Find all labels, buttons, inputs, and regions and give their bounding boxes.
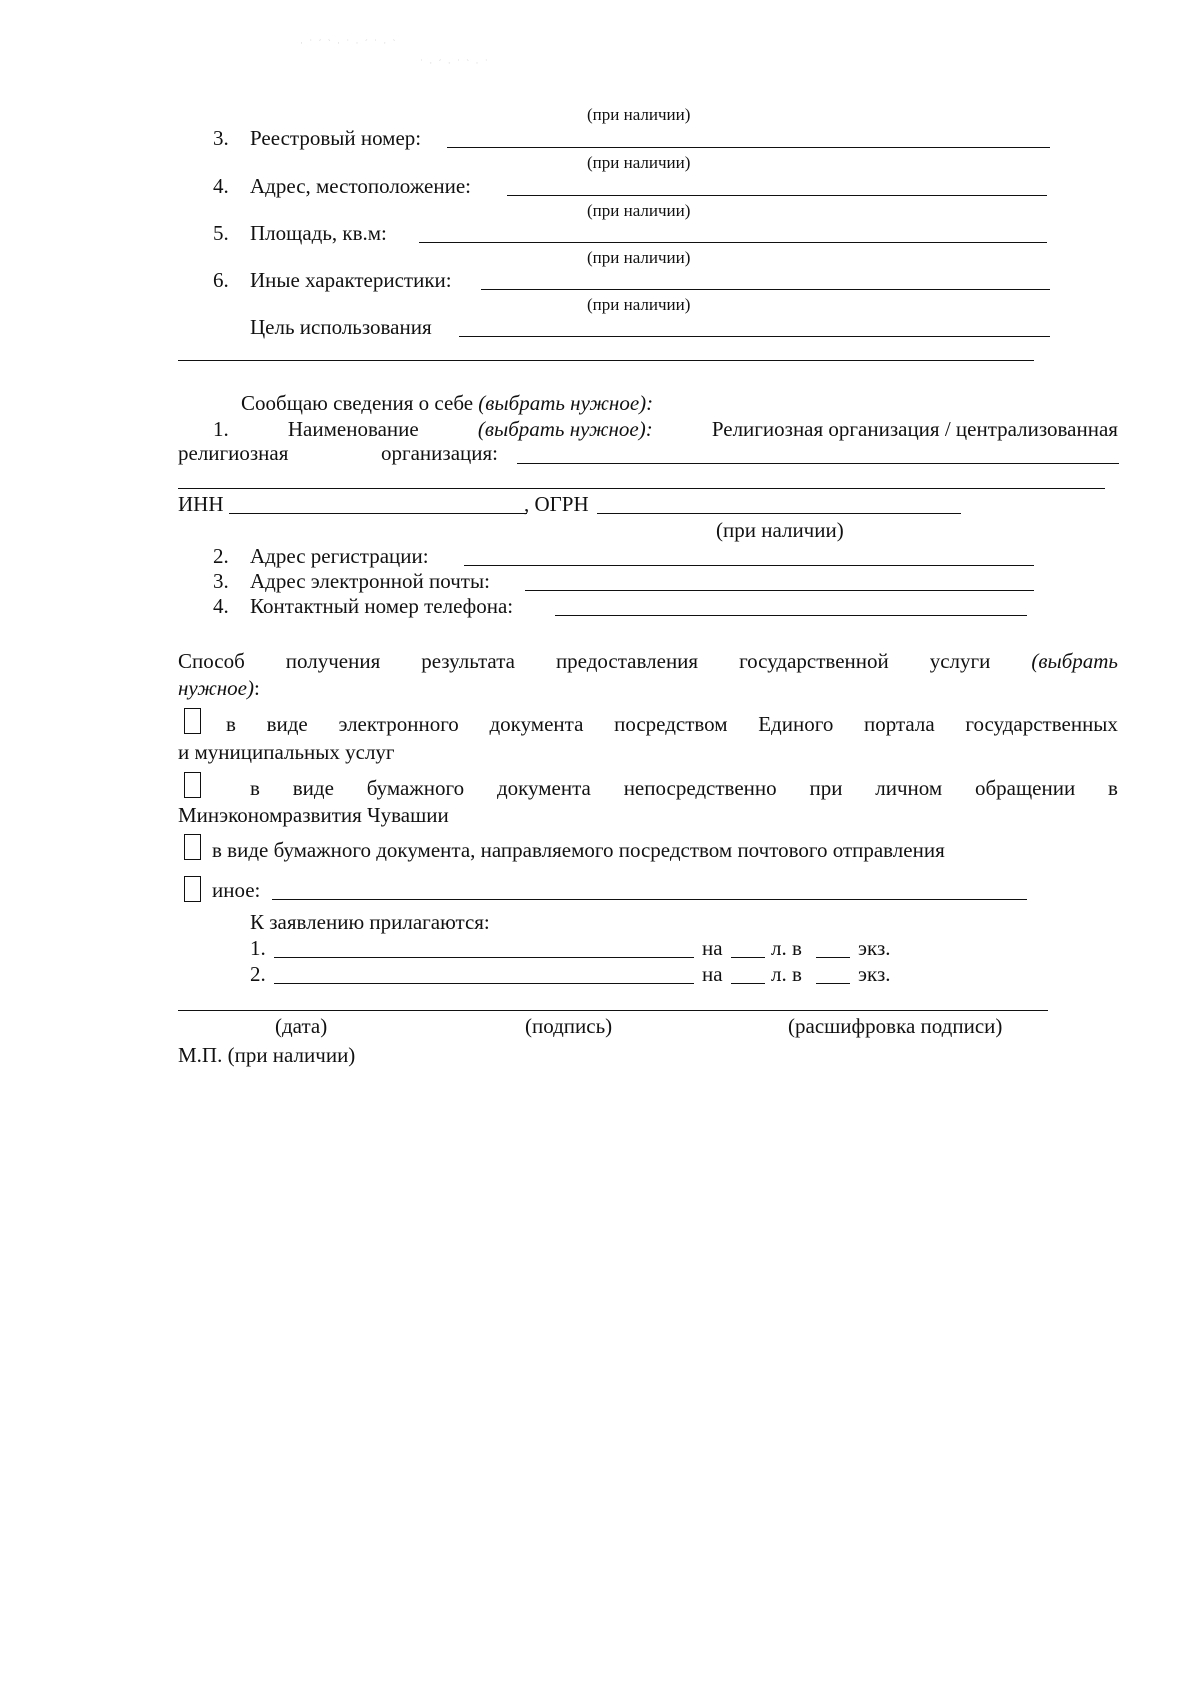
attachment-ekz: экз. [858,962,891,986]
field-number: 4. [213,594,229,618]
word: Единого [758,712,834,736]
ogrn-label: , ОГРН [524,492,589,516]
choose-hint: (выбрать нужное): [477,417,653,441]
option-paper-in-person-line-2: Минэкономразвития Чувашии [178,803,449,827]
checkbox-other[interactable] [184,876,201,902]
word: портала [864,712,935,736]
word: электронного [338,712,459,736]
name-line-1 [213,419,1118,440]
ogrn-note: (при наличии) [716,518,844,542]
word: государственных [965,712,1118,736]
word: в [1108,776,1118,800]
attachment-ekz: экз. [858,936,891,960]
organization-name-continuation-line[interactable] [178,488,1105,489]
field-label-name: Наименование [287,417,419,441]
signature-line[interactable] [178,1010,1048,1011]
field-label-area: Площадь, кв.м: [250,221,387,245]
attachment-number: 1. [250,936,266,960]
option-electronic-line-2: и муниципальных услуг [178,740,395,764]
inn-label: ИНН [178,492,224,516]
word: документа [496,776,591,800]
purpose-input-line[interactable] [459,336,1050,337]
attachment-2-copies-line[interactable] [816,983,850,984]
word: посредством [614,712,728,736]
note-pri-nalichii: (при наличии) [587,153,691,172]
name-line-2-start: религиозная [178,441,289,465]
option-paper-by-mail: в виде бумажного документа, направляемого посредством почтового отправления [212,838,945,862]
inn-input-line[interactable] [229,513,527,514]
option-electronic-line-1 [226,714,1118,735]
attachment-1-name-line[interactable] [274,957,694,958]
word: непосредственно [623,776,777,800]
field-number: 3. [213,569,229,593]
signature-date-caption: (дата) [275,1014,328,1038]
organization-name-input-line[interactable] [517,463,1119,464]
field-label-other-characteristics: Иные характеристики: [250,268,452,292]
field-label-address-location: Адрес, местоположение: [250,174,471,198]
field-label-purpose: Цель использования [250,315,432,339]
word: виде [292,776,334,800]
attachment-na: на [702,962,723,986]
other-characteristics-input-line[interactable] [481,289,1050,290]
note-pri-nalichii: (при наличии) [587,105,691,124]
field-number: 2. [213,544,229,568]
signature-sign-caption: (подпись) [525,1014,613,1038]
attachment-number: 2. [250,962,266,986]
word: документа [489,712,584,736]
note-pri-nalichii: (при наличии) [587,248,691,267]
word: личном [875,776,943,800]
checkbox-electronic-portal[interactable] [184,708,201,734]
field-number: 6. [213,268,229,292]
word: бумажного [366,776,465,800]
attachments-heading: К заявлению прилагаются: [250,910,490,934]
attachment-l-v: л. в [771,962,802,986]
name-line-2-label: организация: [381,441,498,465]
area-input-line[interactable] [419,242,1047,243]
field-number: 4. [213,174,229,198]
field-label-registration-address: Адрес регистрации: [250,544,429,568]
word: в [226,712,236,736]
attachment-1-copies-line[interactable] [816,957,850,958]
attachment-2-sheets-line[interactable] [731,983,765,984]
registry-number-input-line[interactable] [447,147,1050,148]
attachment-1-sheets-line[interactable] [731,957,765,958]
other-input-line[interactable] [272,899,1027,900]
registration-address-input-line[interactable] [464,565,1034,566]
self-info-heading: Сообщаю сведения о себе (выбрать нужное): [241,391,654,415]
purpose-continuation-line[interactable] [178,360,1034,361]
attachment-2-name-line[interactable] [274,983,694,984]
delivery-heading-line-1: Способ получения результата предоставления государственной услуги (выбрать [178,649,1118,673]
delivery-heading-line-2: нужное): [178,676,260,700]
field-number: 3. [213,126,229,150]
attachment-l-v: л. в [771,936,802,960]
name-options: Религиозная организация / централизованная [711,417,1118,441]
attachment-na: на [702,936,723,960]
phone-input-line[interactable] [555,615,1027,616]
email-input-line[interactable] [525,590,1034,591]
note-pri-nalichii: (при наличии) [587,201,691,220]
field-label-phone: Контактный номер телефона: [250,594,514,618]
field-number: 1. [213,417,229,441]
field-label-email: Адрес электронной почты: [250,569,490,593]
scan-noise: ˙ · ´ · ˙ ` · ˙ [420,58,490,68]
field-label-registry-number: Реестровый номер: [250,126,422,150]
ogrn-input-line[interactable] [597,513,961,514]
stamp-note: М.П. (при наличии) [178,1043,356,1067]
checkbox-paper-in-person[interactable] [184,772,201,798]
scan-noise: · ˙ ´ ` · ˙ · ´ ˙ · ` [300,38,398,48]
option-other-label: иное: [212,878,261,902]
option-paper-in-person-line-1 [250,778,1118,799]
word: обращении [975,776,1076,800]
word: в [250,776,260,800]
word: виде [266,712,308,736]
note-pri-nalichii: (при наличии) [587,295,691,314]
checkbox-paper-by-mail[interactable] [184,834,201,860]
field-number: 5. [213,221,229,245]
address-location-input-line[interactable] [507,195,1047,196]
signature-decode-caption: (расшифровка подписи) [788,1014,1003,1038]
word: при [809,776,843,800]
